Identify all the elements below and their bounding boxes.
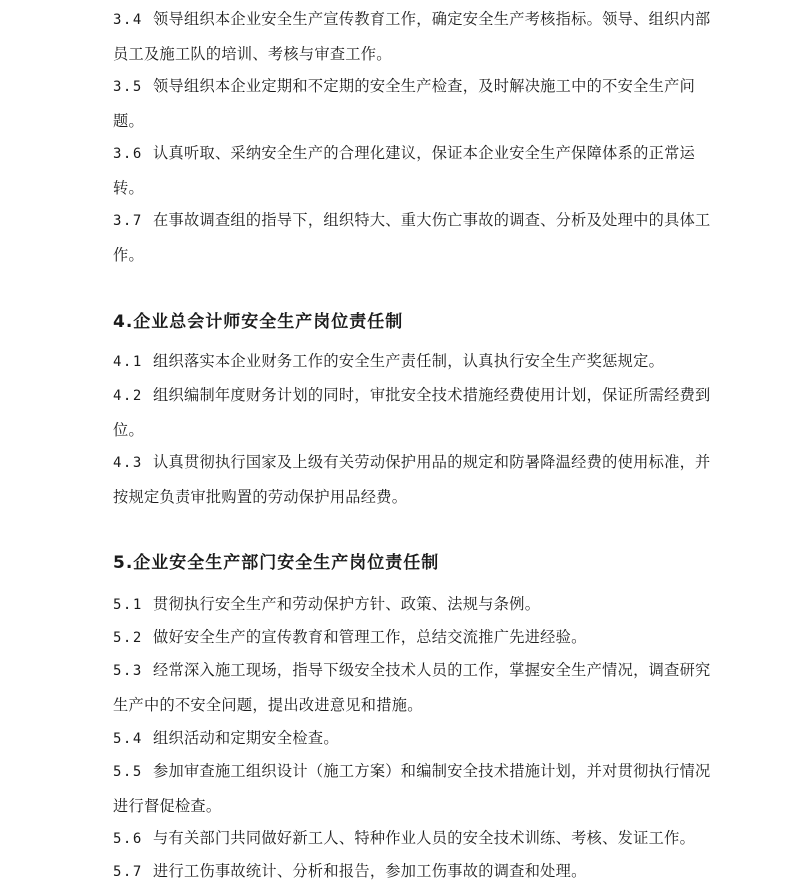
clause-number: 4.3 <box>113 455 143 471</box>
clause-3-4 <box>113 3 723 71</box>
clause-number: 4.2 <box>113 388 143 404</box>
clause-3-6 <box>113 137 723 205</box>
clause-number: 3.4 <box>113 12 143 28</box>
clause-number: 3.5 <box>113 79 143 95</box>
clause-text: 在事故调查组的指导下，组织特大、重大伤亡事故的调查、分析及处理中的具体工作。 <box>113 211 711 264</box>
clause-3-5 <box>113 70 723 138</box>
clause-4-1 <box>113 345 723 380</box>
clause-3-7 <box>113 204 723 272</box>
clause-5-1 <box>113 588 723 623</box>
clause-4-2 <box>113 379 723 447</box>
clause-number: 5.6 <box>113 831 143 847</box>
clause-text: 领导组织本企业定期和不定期的安全生产检查，及时解决施工中的不安全生产问题。 <box>113 77 696 130</box>
clause-number: 3.6 <box>113 146 143 162</box>
clause-text: 领导组织本企业安全生产宣传教育工作，确定安全生产考核指标。领导、组织内部员工及施工队的培训、考核与审查工作。 <box>113 10 711 63</box>
clause-number: 5.1 <box>113 597 143 613</box>
clause-5-2 <box>113 621 723 656</box>
clause-number: 5.7 <box>113 864 143 880</box>
clause-text: 进行工伤事故统计、分析和报告，参加工伤事故的调查和处理。 <box>153 862 587 880</box>
clause-text: 与有关部门共同做好新工人、特种作业人员的安全技术训练、考核、发证工作。 <box>153 829 696 847</box>
clause-text: 认真贯彻执行国家及上级有关劳动保护用品的规定和防暑降温经费的使用标准，并按规定负责审批购置的劳动保护用品经费。 <box>113 453 711 506</box>
clause-5-5 <box>113 755 723 823</box>
clause-text: 组织活动和定期安全检查。 <box>153 729 339 747</box>
clause-text: 组织编制年度财务计划的同时，审批安全技术措施经费使用计划，保证所需经费到位。 <box>113 386 711 439</box>
clause-number: 5.3 <box>113 663 143 679</box>
clause-text: 经常深入施工现场，指导下级安全技术人员的工作，掌握安全生产情况，调查研究生产中的不安全问题，提出改进意见和措施。 <box>113 661 711 714</box>
clause-text: 参加审查施工组织设计（施工方案）和编制安全技术措施计划，并对贯彻执行情况进行督促检查。 <box>113 762 711 815</box>
clause-number: 3.7 <box>113 213 143 229</box>
clause-5-3 <box>113 654 723 722</box>
clause-number: 5.5 <box>113 764 143 780</box>
clause-5-7 <box>113 855 723 890</box>
clause-number: 4.1 <box>113 354 143 370</box>
section-heading-5: 5.企业安全生产部门安全生产岗位责任制 <box>113 553 440 573</box>
clause-number: 5.2 <box>113 630 143 646</box>
clause-text: 认真听取、采纳安全生产的合理化建议，保证本企业安全生产保障体系的正常运转。 <box>113 144 696 197</box>
section-heading-4: 4.企业总会计师安全生产岗位责任制 <box>113 312 404 332</box>
clause-text: 组织落实本企业财务工作的安全生产责任制，认真执行安全生产奖惩规定。 <box>153 352 665 370</box>
clause-text: 做好安全生产的宣传教育和管理工作，总结交流推广先进经验。 <box>153 628 587 646</box>
clause-number: 5.4 <box>113 731 143 747</box>
clause-text: 贯彻执行安全生产和劳动保护方针、政策、法规与条例。 <box>153 595 541 613</box>
clause-4-3 <box>113 446 723 514</box>
clause-5-6 <box>113 822 723 857</box>
clause-5-4 <box>113 722 723 757</box>
